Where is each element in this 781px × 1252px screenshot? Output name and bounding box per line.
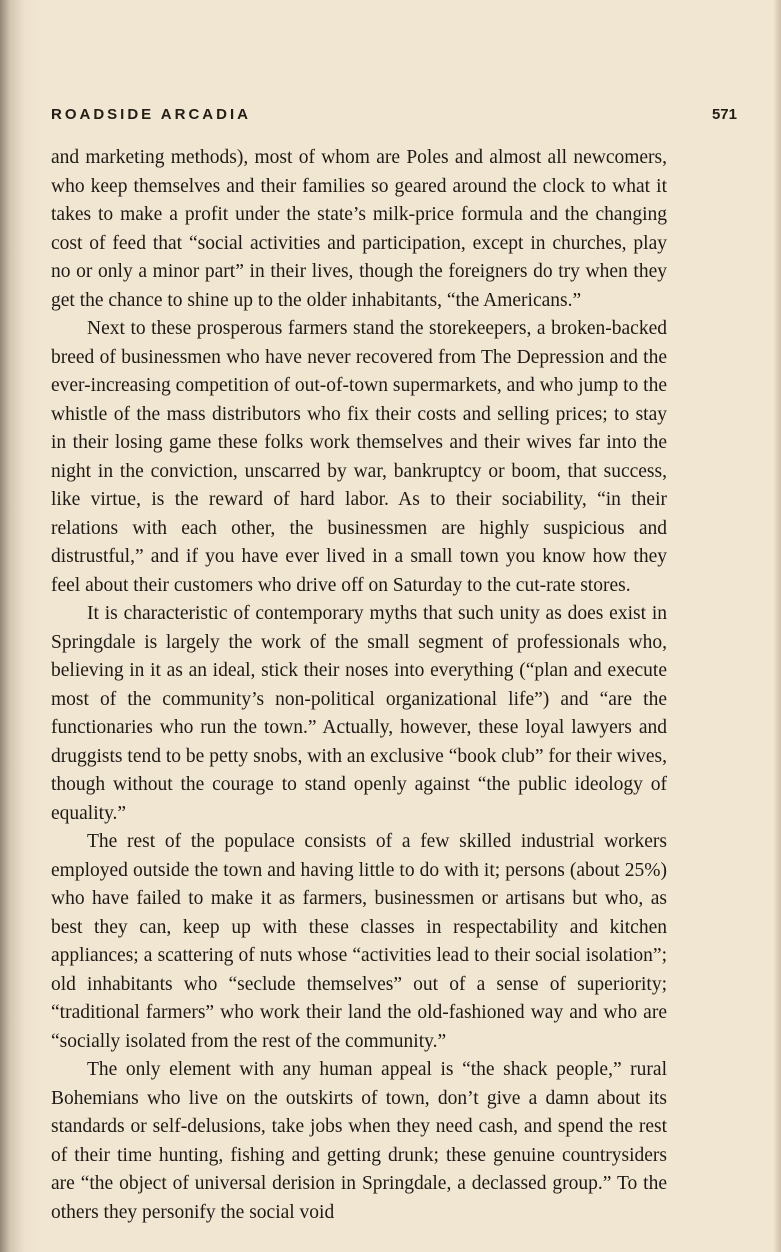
page-header [51, 106, 737, 130]
paragraph: The only element with any human appeal is “the shack people,” rural Bohemians who live on the outskirts of town, don’t give a damn about its standards or self-delusions, take jobs when they need cash, and spend the rest of their time hunting, fishing and getting drunk; these genuine countrysiders are “the object of universal derision in Springdale, a declassed group.” To the others they personify the social void [51, 1059, 667, 1223]
paragraph: The rest of the populace consists of a few skilled industrial workers employed outside the town and having little to do with it; persons (about 25%) who have failed to make it as farmers, businessmen or artisans but who, as best they can, keep up with these classes in respectability and kitchen appliances; a scattering of nuts whose “activities lead to their social isolation”; old inhabitants who “seclude themselves” out of a sense of superiority; “traditional farmers” who work their land the old-fashioned way and who are “socially isolated from the rest of the community.” [51, 831, 667, 1052]
paragraph: It is characteristic of contemporary myths that such unity as does exist in Springdale is largely the work of the small segment of professionals who, believing in it as an ideal, stick their noses into everything (“plan and execute most of the community’s non-political organizational life”) and “are the functionaries who run the town.” Actually, however, these loyal lawyers and druggists tend to be petty snobs, with an exclusive “book club” for their wives, though without the courage to stand openly against “the public ideology of equality.” [51, 603, 667, 824]
running-head: ROADSIDE ARCADIA [51, 106, 251, 123]
paragraph: and marketing methods), most of whom are Poles and almost all newcomers, who keep themselves and their families so geared around the clock to what it takes to make a profit under the state’s milk-price formula and the changing cost of feed that “social activities and participation, except in churches, play no or only a minor part” in their lives, though the foreigners do try when they get the chance to shine up to the older inhabitants, “the Americans.” [51, 147, 667, 311]
body-text [51, 144, 667, 1227]
page-number: 571 [711, 106, 737, 123]
paragraph: Next to these prosperous farmers stand the storekeepers, a broken-backed breed of businessmen who have never recovered from The Depression and the ever-increasing competition of out-of-town supermarkets, and who jump to the whistle of the mass distributors who fix their costs and selling prices; to stay in their losing game these folks work themselves and their wives far into the night in the conviction, unscarred by war, bankruptcy or boom, that success, like virtue, is the reward of hard labor. As to their sociability, “in their relations with each other, the businessmen are highly suspicious and distrustful,” and if you have ever lived in a small town you know how they feel about their customers who drive off on Saturday to the cut-rate stores. [51, 318, 667, 596]
